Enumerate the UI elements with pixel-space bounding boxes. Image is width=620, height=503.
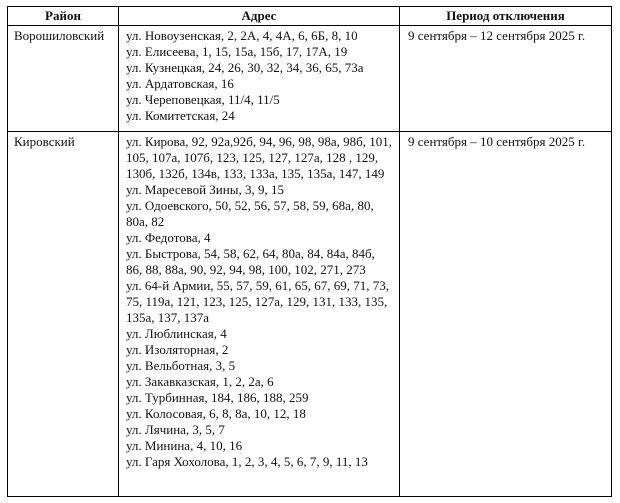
address-line: ул. Елисеева, 1, 15, 15а, 15б, 17, 17А, 19 xyxy=(126,44,348,59)
district-cell: Ворошиловский xyxy=(8,26,119,132)
address-line: ул. Закавказская, 1, 2, 2а, 6 xyxy=(126,374,274,389)
address-line: ул. 64-й Армии, 55, 57, 59, 61, 65, 67, 69, 71, 73, 75, 119а, 121, 123, 125, 127а, 129, 131, 133, 135, 135а, 137, 137а xyxy=(126,278,390,325)
address-line: ул. Быстрова, 54, 58, 62, 64, 80а, 84, 84а, 84б, 86, 88, 88а, 90, 92, 94, 98, 100, 102, 271, 273 xyxy=(126,246,375,277)
address-line: ул. Колосовая, 6, 8, 8а, 10, 12, 18 xyxy=(126,406,306,421)
address-line: ул. Комитетская, 24 xyxy=(126,108,235,123)
address-line: ул. Лячина, 3, 5, 7 xyxy=(126,422,225,437)
address-cell xyxy=(119,26,400,132)
district-cell: Кировский xyxy=(8,132,119,497)
header-address: Адрес xyxy=(119,7,400,26)
outage-schedule-table xyxy=(7,6,612,497)
address-line: ул. Кирова, 92, 92а,92б, 94, 96, 98, 98а, 98б, 101, 105, 107а, 107б, 123, 125, 127, 127а, 128 , 129, 130б, 132б, 134в, 133, 133а, 135, 135а, 147, 149 xyxy=(126,134,393,181)
address-line: ул. Ардатовская, 16 xyxy=(126,76,234,91)
address-line: ул. Череповецкая, 11/4, 11/5 xyxy=(126,92,280,107)
address-line: ул. Одоевского, 50, 52, 56, 57, 58, 59, 68а, 80, 80а, 82 xyxy=(126,198,374,229)
address-line: ул. Люблинская, 4 xyxy=(126,326,227,341)
address-line: ул. Гаря Хохолова, 1, 2, 3, 4, 5, 6, 7, 9, 11, 13 xyxy=(126,454,368,469)
address-cell xyxy=(119,132,400,497)
table-body xyxy=(8,26,612,497)
table-row xyxy=(8,132,612,497)
period-cell: 9 сентября – 10 сентября 2025 г. xyxy=(400,132,612,497)
header-period: Период отключения xyxy=(400,7,612,26)
table-row xyxy=(8,26,612,132)
address-line: ул. Федотова, 4 xyxy=(126,230,211,245)
address-line: ул. Турбинная, 184, 186, 188, 259 xyxy=(126,390,309,405)
address-line: ул. Кузнецкая, 24, 26, 30, 32, 34, 36, 65, 73а xyxy=(126,60,364,75)
header-district: Район xyxy=(8,7,119,26)
address-line: ул. Изоляторная, 2 xyxy=(126,342,229,357)
address-line: ул. Минина, 4, 10, 16 xyxy=(126,438,243,453)
table-header xyxy=(8,7,612,26)
address-line: ул. Новоузенская, 2, 2А, 4, 4А, 6, 6Б, 8, 10 xyxy=(126,28,358,43)
header-row xyxy=(8,7,612,26)
address-line: ул. Вельботная, 3, 5 xyxy=(126,358,236,373)
address-line: ул. Маресевой Зины, 3, 9, 15 xyxy=(126,182,284,197)
period-cell: 9 сентября – 12 сентября 2025 г. xyxy=(400,26,612,132)
